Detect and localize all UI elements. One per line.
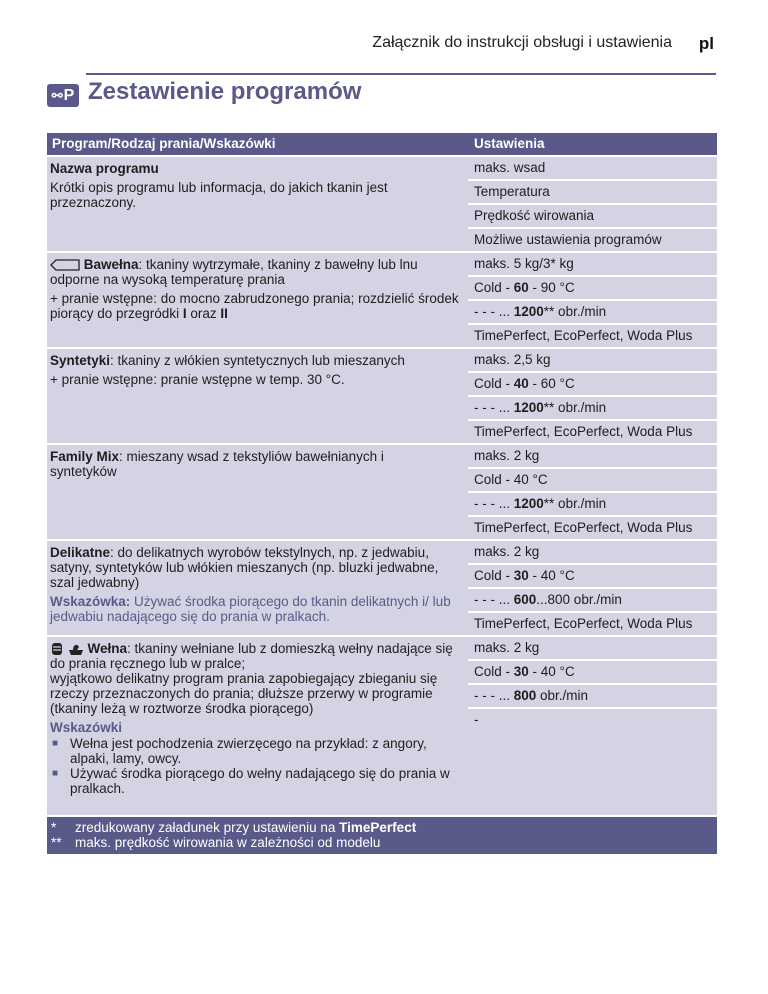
- delikatne-temperature: Cold - 30 - 40 °C: [468, 565, 717, 589]
- delikatne-desc: : do delikatnych wyrobów tekstylnych, np. z jedwabiu, satyny, syntetyków lub włókien mieszanych (np. bluzki jedwabne, szal jedwabny): [50, 545, 439, 590]
- delikatne-settings: [468, 541, 717, 635]
- family-mix-load: maks. 2 kg: [468, 445, 717, 469]
- legend-settings: [468, 157, 717, 251]
- bawelna-compartment-2: II: [220, 306, 228, 321]
- syntetyki-spin: - - - ... 1200** obr./min: [468, 397, 717, 421]
- wool-wash-icon: [50, 642, 64, 656]
- legend-setting-spin: Prędkość wirowania: [468, 205, 717, 229]
- table-footnotes: [47, 815, 717, 854]
- page-header: [0, 34, 768, 54]
- syntetyki-description: [50, 353, 465, 391]
- table-row-family-mix: [47, 443, 717, 539]
- bawelna-temperature: Cold - 60 - 90 °C: [468, 277, 717, 301]
- legend-setting-temperature: Temperatura: [468, 181, 717, 205]
- table-row-legend: [47, 155, 717, 251]
- family-mix-description: [50, 449, 465, 483]
- cotton-icon: [50, 259, 80, 271]
- welna-hint-item: ■ Używać środka piorącego do wełny nadającego się do prania w pralkach.: [52, 766, 450, 797]
- syntetyki-prewash: + pranie wstępne: pranie wstępne w temp. 30 °C.: [50, 372, 345, 387]
- welna-name: Wełna: [87, 641, 128, 656]
- bawelna-load: maks. 5 kg/3* kg: [468, 253, 717, 277]
- column-header-settings: Ustawienia: [474, 136, 545, 151]
- column-header-program: Program/Rodzaj prania/Wskazówki: [52, 136, 276, 151]
- hand-wash-icon: [68, 642, 84, 656]
- legend-setting-options: Możliwe ustawienia programów: [474, 232, 662, 247]
- family-mix-name: Family Mix: [50, 449, 120, 464]
- delikatne-hint: Używać środka piorącego do tkanin delikatnych i/ lub jedwabiu nadającego się do prania w pralkach.: [50, 594, 451, 624]
- table-row-bawelna: [47, 251, 717, 347]
- welna-desc-detail: wyjątkowo delikatny program prania zapobiegający zbieganiu się rzeczy przeznaczonych do prania; dłuższe przerwy w programie (tkaniny leżą w roztworze środka piorącego): [50, 671, 438, 717]
- family-mix-temperature: Cold - 40 °C: [468, 469, 717, 493]
- family-mix-settings: [468, 445, 717, 539]
- syntetyki-desc: : tkaniny z włókien syntetycznych lub mieszanych: [110, 353, 405, 368]
- bawelna-desc: : tkaniny wytrzymałe, tkaniny z bawełny lub lnu odporne na wysoką temperaturę prania: [50, 257, 418, 287]
- welna-load: maks. 2 kg: [468, 637, 717, 661]
- syntetyki-load: maks. 2,5 kg: [468, 349, 717, 373]
- bullet-square-icon: ■: [52, 738, 59, 750]
- legend-description: [50, 161, 465, 214]
- header-language: pl: [698, 34, 714, 53]
- family-mix-desc: : mieszany wsad z tekstyliów bawełnianych i syntetyków: [50, 449, 384, 479]
- header-title: Załącznik do instrukcji obsługi i ustawienia: [372, 34, 672, 51]
- footnote-2: ** maks. prędkość wirowania w zależności od modelu: [51, 835, 381, 850]
- bawelna-compartment-1: I: [182, 306, 187, 321]
- bawelna-settings: [468, 253, 717, 347]
- welna-desc: : tkaniny wełniane lub z domieszką wełny nadające się do prania ręcznego lub w pralce;: [50, 641, 453, 672]
- table-row-delikatne: [47, 539, 717, 635]
- table-row-welna: [47, 635, 717, 815]
- table-row-syntetyki: [47, 347, 717, 443]
- bawelna-description: [50, 257, 465, 325]
- syntetyki-options: TimePerfect, EcoPerfect, Woda Plus: [474, 424, 693, 439]
- header-divider: [86, 73, 716, 75]
- legend-program-desc: Krótki opis programu lub informacja, do jakich tkanin jest przeznaczony.: [50, 180, 388, 210]
- welna-settings: [468, 637, 717, 731]
- welna-spin: - - - ... 800 obr./min: [468, 685, 717, 709]
- bawelna-spin: - - - ... 1200** obr./min: [468, 301, 717, 325]
- syntetyki-name: Syntetyki: [50, 353, 111, 368]
- delikatne-description: [50, 545, 465, 628]
- page-title: Zestawienie programów: [88, 78, 362, 105]
- program-table: [47, 133, 717, 854]
- table-header: [47, 133, 717, 155]
- bawelna-compartment-and: oraz: [186, 306, 221, 321]
- welna-hint-item: ■ Wełna jest pochodzenia zwierzęcego na przykład: z angory, alpaki, lamy, owcy.: [52, 736, 427, 767]
- welna-description: [50, 641, 465, 796]
- delikatne-spin: - - - ... 600...800 obr./min: [468, 589, 717, 613]
- syntetyki-settings: [468, 349, 717, 443]
- bawelna-prewash: + pranie wstępne: do mocno zabrudzonego prania; rozdzielić środek piorący do przegródki: [50, 291, 459, 321]
- legend-program-name: Nazwa programu: [50, 161, 159, 176]
- delikatne-options: TimePerfect, EcoPerfect, Woda Plus: [474, 616, 693, 631]
- bawelna-options: TimePerfect, EcoPerfect, Woda Plus: [474, 328, 693, 343]
- program-list-icon: ⚯P: [47, 84, 79, 107]
- footnote-1: * zredukowany załadunek przy ustawieniu na TimePerfect: [51, 820, 417, 835]
- bawelna-name: Bawełna: [83, 257, 139, 272]
- delikatne-load: maks. 2 kg: [468, 541, 717, 565]
- family-mix-spin: - - - ... 1200** obr./min: [468, 493, 717, 517]
- welna-temperature: Cold - 30 - 40 °C: [468, 661, 717, 685]
- delikatne-hint-label: Wskazówka:: [50, 594, 131, 609]
- welna-options: -: [474, 712, 479, 727]
- delikatne-name: Delikatne: [50, 545, 111, 560]
- legend-setting-load: maks. wsad: [468, 157, 717, 181]
- bullet-square-icon: ■: [52, 768, 59, 780]
- family-mix-options: TimePerfect, EcoPerfect, Woda Plus: [474, 520, 693, 535]
- welna-hints-title: Wskazówki: [50, 720, 123, 736]
- syntetyki-temperature: Cold - 40 - 60 °C: [468, 373, 717, 397]
